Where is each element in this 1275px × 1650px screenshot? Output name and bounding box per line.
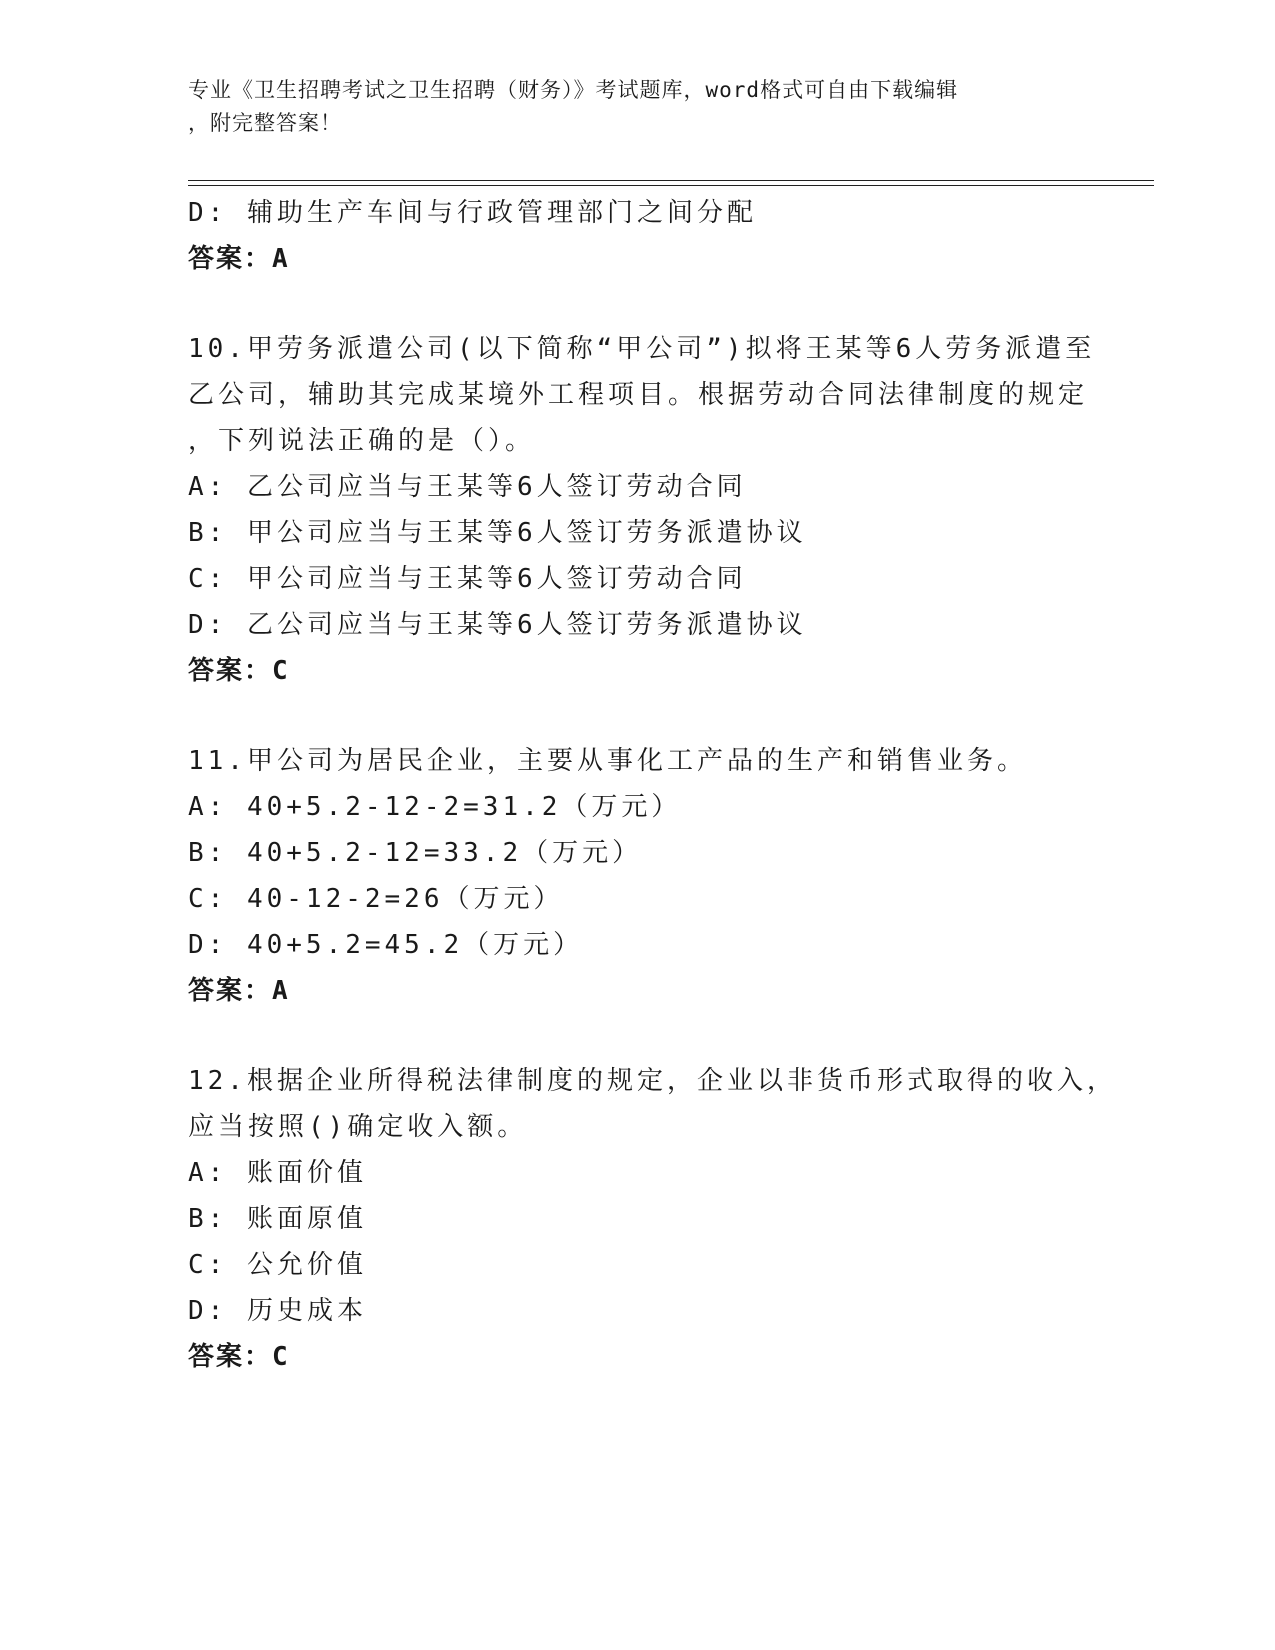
answer: 答案：C	[188, 656, 290, 686]
answer: 答案：A	[188, 244, 290, 274]
question-text-line: 12.根据企业所得税法律制度的规定，企业以非货币形式取得的收入，	[188, 1066, 1117, 1096]
option-a: A: 乙公司应当与王某等6人签订劳动合同	[188, 472, 747, 502]
option-d: D: 40+5.2=45.2（万元）	[188, 930, 584, 960]
header-line-1: 专业《卫生招聘考试之卫生招聘（财务）》考试题库，word格式可自由下载编辑	[188, 78, 959, 102]
option-b: B: 甲公司应当与王某等6人签订劳务派遣协议	[188, 518, 807, 548]
question-11	[188, 738, 1088, 1014]
previous-question-tail	[188, 190, 1088, 282]
option-a: A: 账面价值	[188, 1158, 367, 1188]
document-body	[188, 190, 1117, 1380]
document-header	[188, 74, 1068, 140]
option-c: C: 40-12-2=26（万元）	[188, 884, 564, 914]
option-b: B: 账面原值	[188, 1204, 367, 1234]
option-d: D: 辅助生产车间与行政管理部门之间分配	[188, 198, 757, 228]
option-d: D: 历史成本	[188, 1296, 367, 1326]
option-c: C: 公允价值	[188, 1250, 367, 1280]
question-12	[188, 1058, 1117, 1380]
question-text-line: 11.甲公司为居民企业，主要从事化工产品的生产和销售业务。	[188, 746, 1027, 776]
answer: 答案：A	[188, 976, 290, 1006]
header-divider-bottom	[188, 185, 1154, 186]
question-text-line: 乙公司，辅助其完成某境外工程项目。根据劳动合同法律制度的规定	[188, 380, 1089, 410]
header-divider-top	[188, 180, 1154, 181]
question-10	[188, 326, 1096, 694]
option-a: A: 40+5.2-12-2=31.2（万元）	[188, 792, 682, 822]
question-text-line: 10.甲劳务派遣公司(以下简称“甲公司”)拟将王某等6人劳务派遣至	[188, 334, 1096, 364]
question-text-line: ，下列说法正确的是（）。	[188, 426, 536, 456]
option-b: B: 40+5.2-12=33.2（万元）	[188, 838, 643, 868]
header-line-2: ，附完整答案！	[188, 111, 342, 135]
answer: 答案：C	[188, 1342, 290, 1372]
option-d: D: 乙公司应当与王某等6人签订劳务派遣协议	[188, 610, 807, 640]
option-c: C: 甲公司应当与王某等6人签订劳动合同	[188, 564, 747, 594]
question-text-line: 应当按照()确定收入额。	[188, 1112, 528, 1142]
